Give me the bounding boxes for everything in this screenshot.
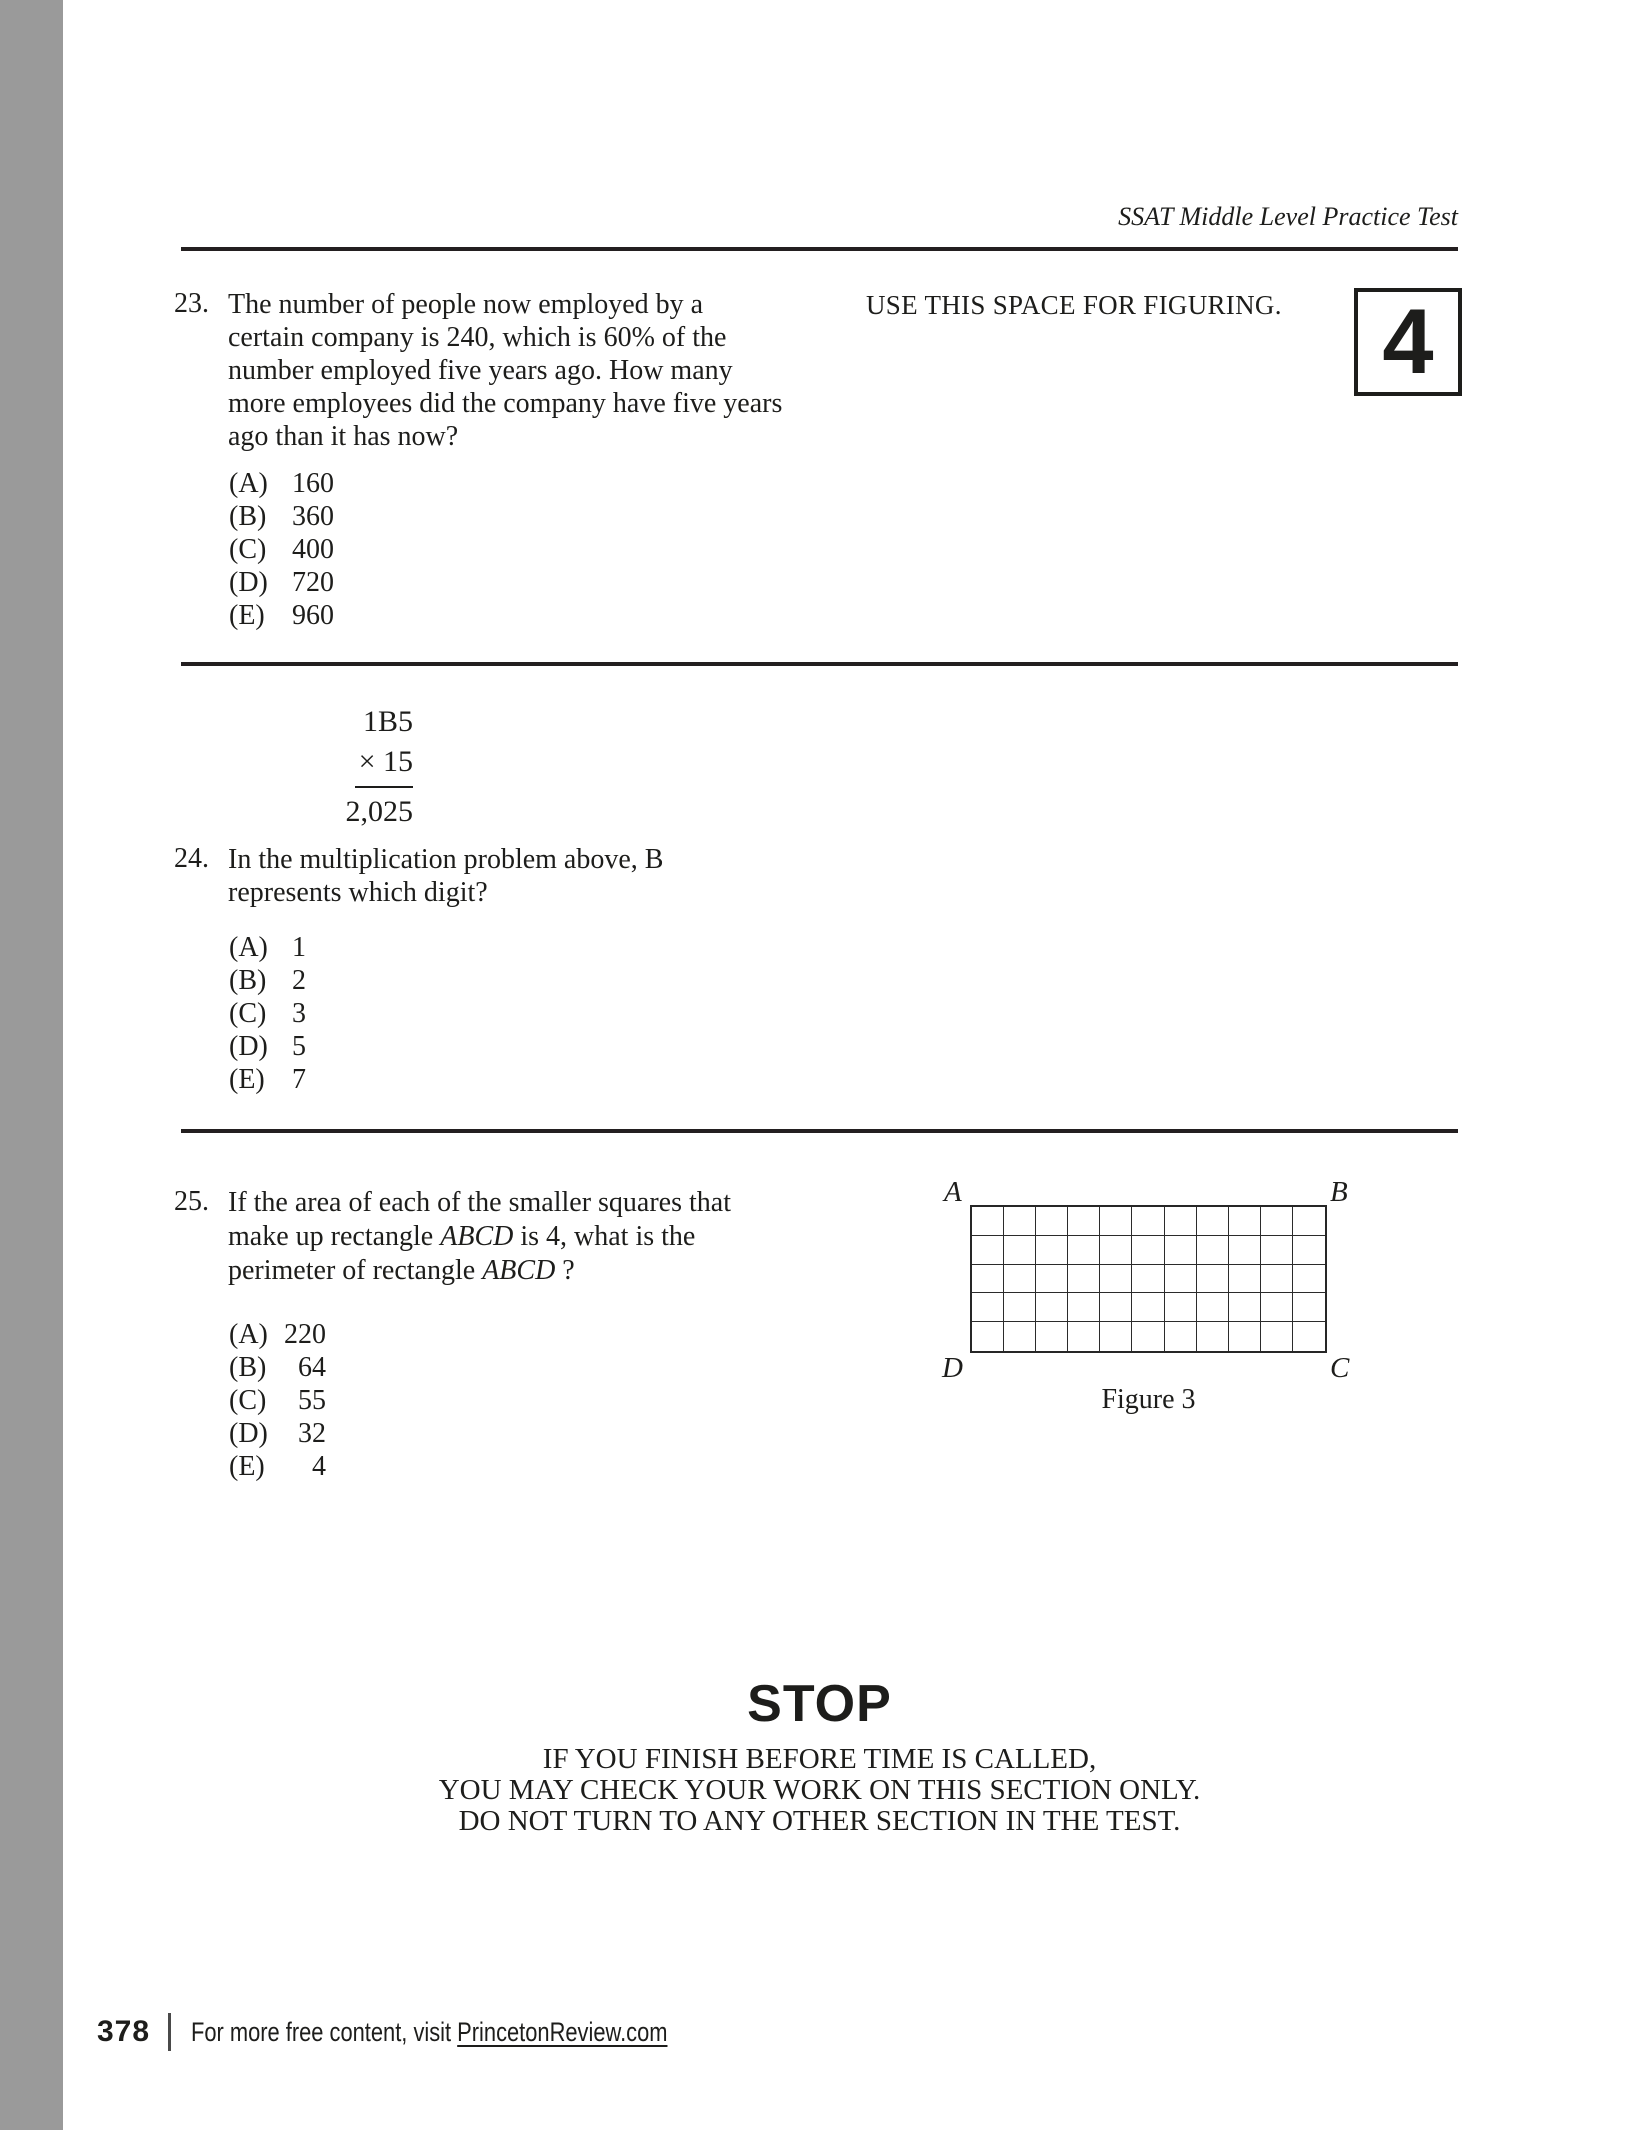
answer-choice [229, 599, 334, 632]
grid-cell [1197, 1207, 1229, 1236]
grid-cell [1165, 1293, 1197, 1322]
choice-letter: (A) [229, 1319, 268, 1350]
question-25-number: 25. [174, 1186, 209, 1217]
left-margin-bar [0, 0, 63, 2130]
grid-cell [1100, 1322, 1132, 1351]
question-25-choices [229, 1318, 326, 1483]
choice-value: 5 [292, 1031, 306, 1062]
answer-choice [229, 964, 306, 997]
grid-cell [1100, 1236, 1132, 1265]
grid-cell [1261, 1236, 1293, 1265]
footer-text-prefix: For more free content, visit [191, 2016, 458, 2047]
grid-cell [1293, 1265, 1325, 1294]
footer-text [191, 2017, 667, 2048]
multiplication-rule [355, 786, 413, 788]
choice-value: 360 [292, 501, 334, 532]
grid-cell [1068, 1236, 1100, 1265]
question-24-number: 24. [174, 843, 209, 874]
figure-corner-label-c: C [1330, 1352, 1350, 1384]
answer-choice [229, 1450, 326, 1483]
choice-letter: (E) [229, 1064, 265, 1095]
choice-letter: (A) [229, 468, 268, 499]
multiplication-problem [335, 702, 413, 832]
grid-cell [1132, 1236, 1164, 1265]
question-24-text: In the multiplication problem above, B represents which digit? [228, 844, 664, 908]
stop-instructions [181, 1744, 1458, 1837]
grid-cell [1165, 1265, 1197, 1294]
question-23-choices [229, 467, 334, 632]
figure-caption: Figure 3 [1101, 1384, 1196, 1415]
grid-cell [1004, 1293, 1036, 1322]
grid-cell [1100, 1207, 1132, 1236]
answer-choice [229, 1063, 306, 1096]
choice-letter: (A) [229, 932, 268, 963]
grid-cell [1229, 1265, 1261, 1294]
multiplier: × 15 [358, 745, 413, 778]
choice-letter: (B) [229, 965, 267, 996]
choice-letter: (C) [229, 534, 267, 565]
grid-cell [972, 1322, 1004, 1351]
grid-cell [1229, 1207, 1261, 1236]
answer-choice [229, 467, 334, 500]
answer-choice [229, 1351, 326, 1384]
divider-rule-2 [181, 1129, 1458, 1133]
grid-cell [972, 1265, 1004, 1294]
page-footer [97, 2012, 779, 2052]
stop-instruction-line: DO NOT TURN TO ANY OTHER SECTION IN THE TEST. [458, 1805, 1181, 1837]
grid-cell [1293, 1322, 1325, 1351]
figure-corner-label-b: B [1330, 1176, 1348, 1208]
choice-value: 64 [298, 1352, 326, 1383]
grid-cell [1132, 1265, 1164, 1294]
grid-cell [1165, 1322, 1197, 1351]
page-number: 378 [97, 2015, 151, 2048]
answer-choice [229, 997, 306, 1030]
product: 2,025 [345, 795, 413, 828]
grid-cell [1229, 1293, 1261, 1322]
grid-cell [972, 1293, 1004, 1322]
answer-choice [229, 931, 306, 964]
grid-cell [1293, 1207, 1325, 1236]
question-23-text: The number of people now employed by a certain company is 240, which is 60% of the number employed five years ago. How many more employees did the company have five years ago than it has now? [228, 289, 783, 452]
choice-value: 55 [298, 1385, 326, 1416]
grid-cell [1197, 1236, 1229, 1265]
grid-cell [1132, 1207, 1164, 1236]
choice-value: 32 [298, 1418, 326, 1449]
choice-letter: (B) [229, 1352, 267, 1383]
answer-choice [229, 566, 334, 599]
grid-cell [1132, 1293, 1164, 1322]
grid-cell [1068, 1322, 1100, 1351]
page-header-title: SSAT Middle Level Practice Test [1118, 202, 1458, 231]
answer-choice [229, 500, 334, 533]
figure-corner-label-d: D [942, 1352, 963, 1384]
choice-value: 960 [292, 600, 334, 631]
choice-letter: (D) [229, 1418, 268, 1449]
grid-cell [1004, 1265, 1036, 1294]
grid-cell [1036, 1322, 1068, 1351]
grid-cell [1293, 1236, 1325, 1265]
grid-cell [1197, 1265, 1229, 1294]
grid-cell [1261, 1265, 1293, 1294]
answer-choice [229, 1318, 326, 1351]
divider-rule-1 [181, 662, 1458, 666]
stop-instruction-line: YOU MAY CHECK YOUR WORK ON THIS SECTION ONLY. [438, 1774, 1201, 1806]
grid-cell [1261, 1322, 1293, 1351]
grid-cell [1036, 1293, 1068, 1322]
grid-cell [1132, 1322, 1164, 1351]
section-number-box [1354, 288, 1462, 396]
section-number: 4 [1382, 291, 1434, 393]
answer-choice [229, 1417, 326, 1450]
figure-grid [970, 1205, 1327, 1353]
grid-cell [1165, 1207, 1197, 1236]
grid-cell [1100, 1293, 1132, 1322]
choice-value: 4 [312, 1451, 326, 1482]
question-23-number: 23. [174, 288, 209, 319]
grid-cell [1068, 1265, 1100, 1294]
answer-choice [229, 533, 334, 566]
grid-cell [972, 1236, 1004, 1265]
question-25-text: If the area of each of the smaller squares that make up rectangle ABCD is 4, what is the perimeter of rectangle ABCD ? [228, 1187, 731, 1286]
figuring-space-label: USE THIS SPACE FOR FIGURING. [866, 290, 1282, 320]
grid-cell [1293, 1293, 1325, 1322]
choice-value: 1 [292, 932, 306, 963]
choice-value: 720 [292, 567, 334, 598]
grid-cell [1197, 1293, 1229, 1322]
grid-cell [1068, 1293, 1100, 1322]
grid-cell [1004, 1322, 1036, 1351]
choice-letter: (C) [229, 1385, 267, 1416]
grid-cell [1068, 1207, 1100, 1236]
choice-letter: (B) [229, 501, 267, 532]
choice-value: 7 [292, 1064, 306, 1095]
answer-choice [229, 1384, 326, 1417]
footer-divider [168, 2013, 171, 2051]
question-24-choices [229, 931, 306, 1096]
figure-corner-label-a: A [944, 1176, 962, 1208]
grid-cell [1100, 1265, 1132, 1294]
grid-cell [1004, 1207, 1036, 1236]
grid-cell [1229, 1236, 1261, 1265]
choice-value: 400 [292, 534, 334, 565]
choice-letter: (D) [229, 1031, 268, 1062]
choice-letter: (C) [229, 998, 267, 1029]
header-rule [181, 247, 1458, 251]
grid-cell [1004, 1236, 1036, 1265]
choice-letter: (E) [229, 1451, 265, 1482]
stop-title: STOP [747, 1675, 892, 1733]
grid-cell [1036, 1207, 1068, 1236]
grid-cell [1261, 1207, 1293, 1236]
answer-choice [229, 1030, 306, 1063]
grid-cell [1036, 1265, 1068, 1294]
grid-cell [972, 1207, 1004, 1236]
choice-letter: (E) [229, 600, 265, 631]
multiplicand: 1B5 [362, 705, 413, 738]
stop-instruction-line: IF YOU FINISH BEFORE TIME IS CALLED, [542, 1743, 1097, 1775]
footer-link[interactable]: PrincetonReview.com [457, 2016, 668, 2047]
choice-value: 220 [284, 1319, 326, 1350]
choice-value: 2 [292, 965, 306, 996]
grid-cell [1229, 1322, 1261, 1351]
choice-value: 3 [292, 998, 306, 1029]
choice-value: 160 [292, 468, 334, 499]
choice-letter: (D) [229, 567, 268, 598]
stop-section [181, 1675, 1458, 1837]
grid-cell [1261, 1293, 1293, 1322]
grid-cell [1036, 1236, 1068, 1265]
grid-cell [1165, 1236, 1197, 1265]
grid-cell [1197, 1322, 1229, 1351]
